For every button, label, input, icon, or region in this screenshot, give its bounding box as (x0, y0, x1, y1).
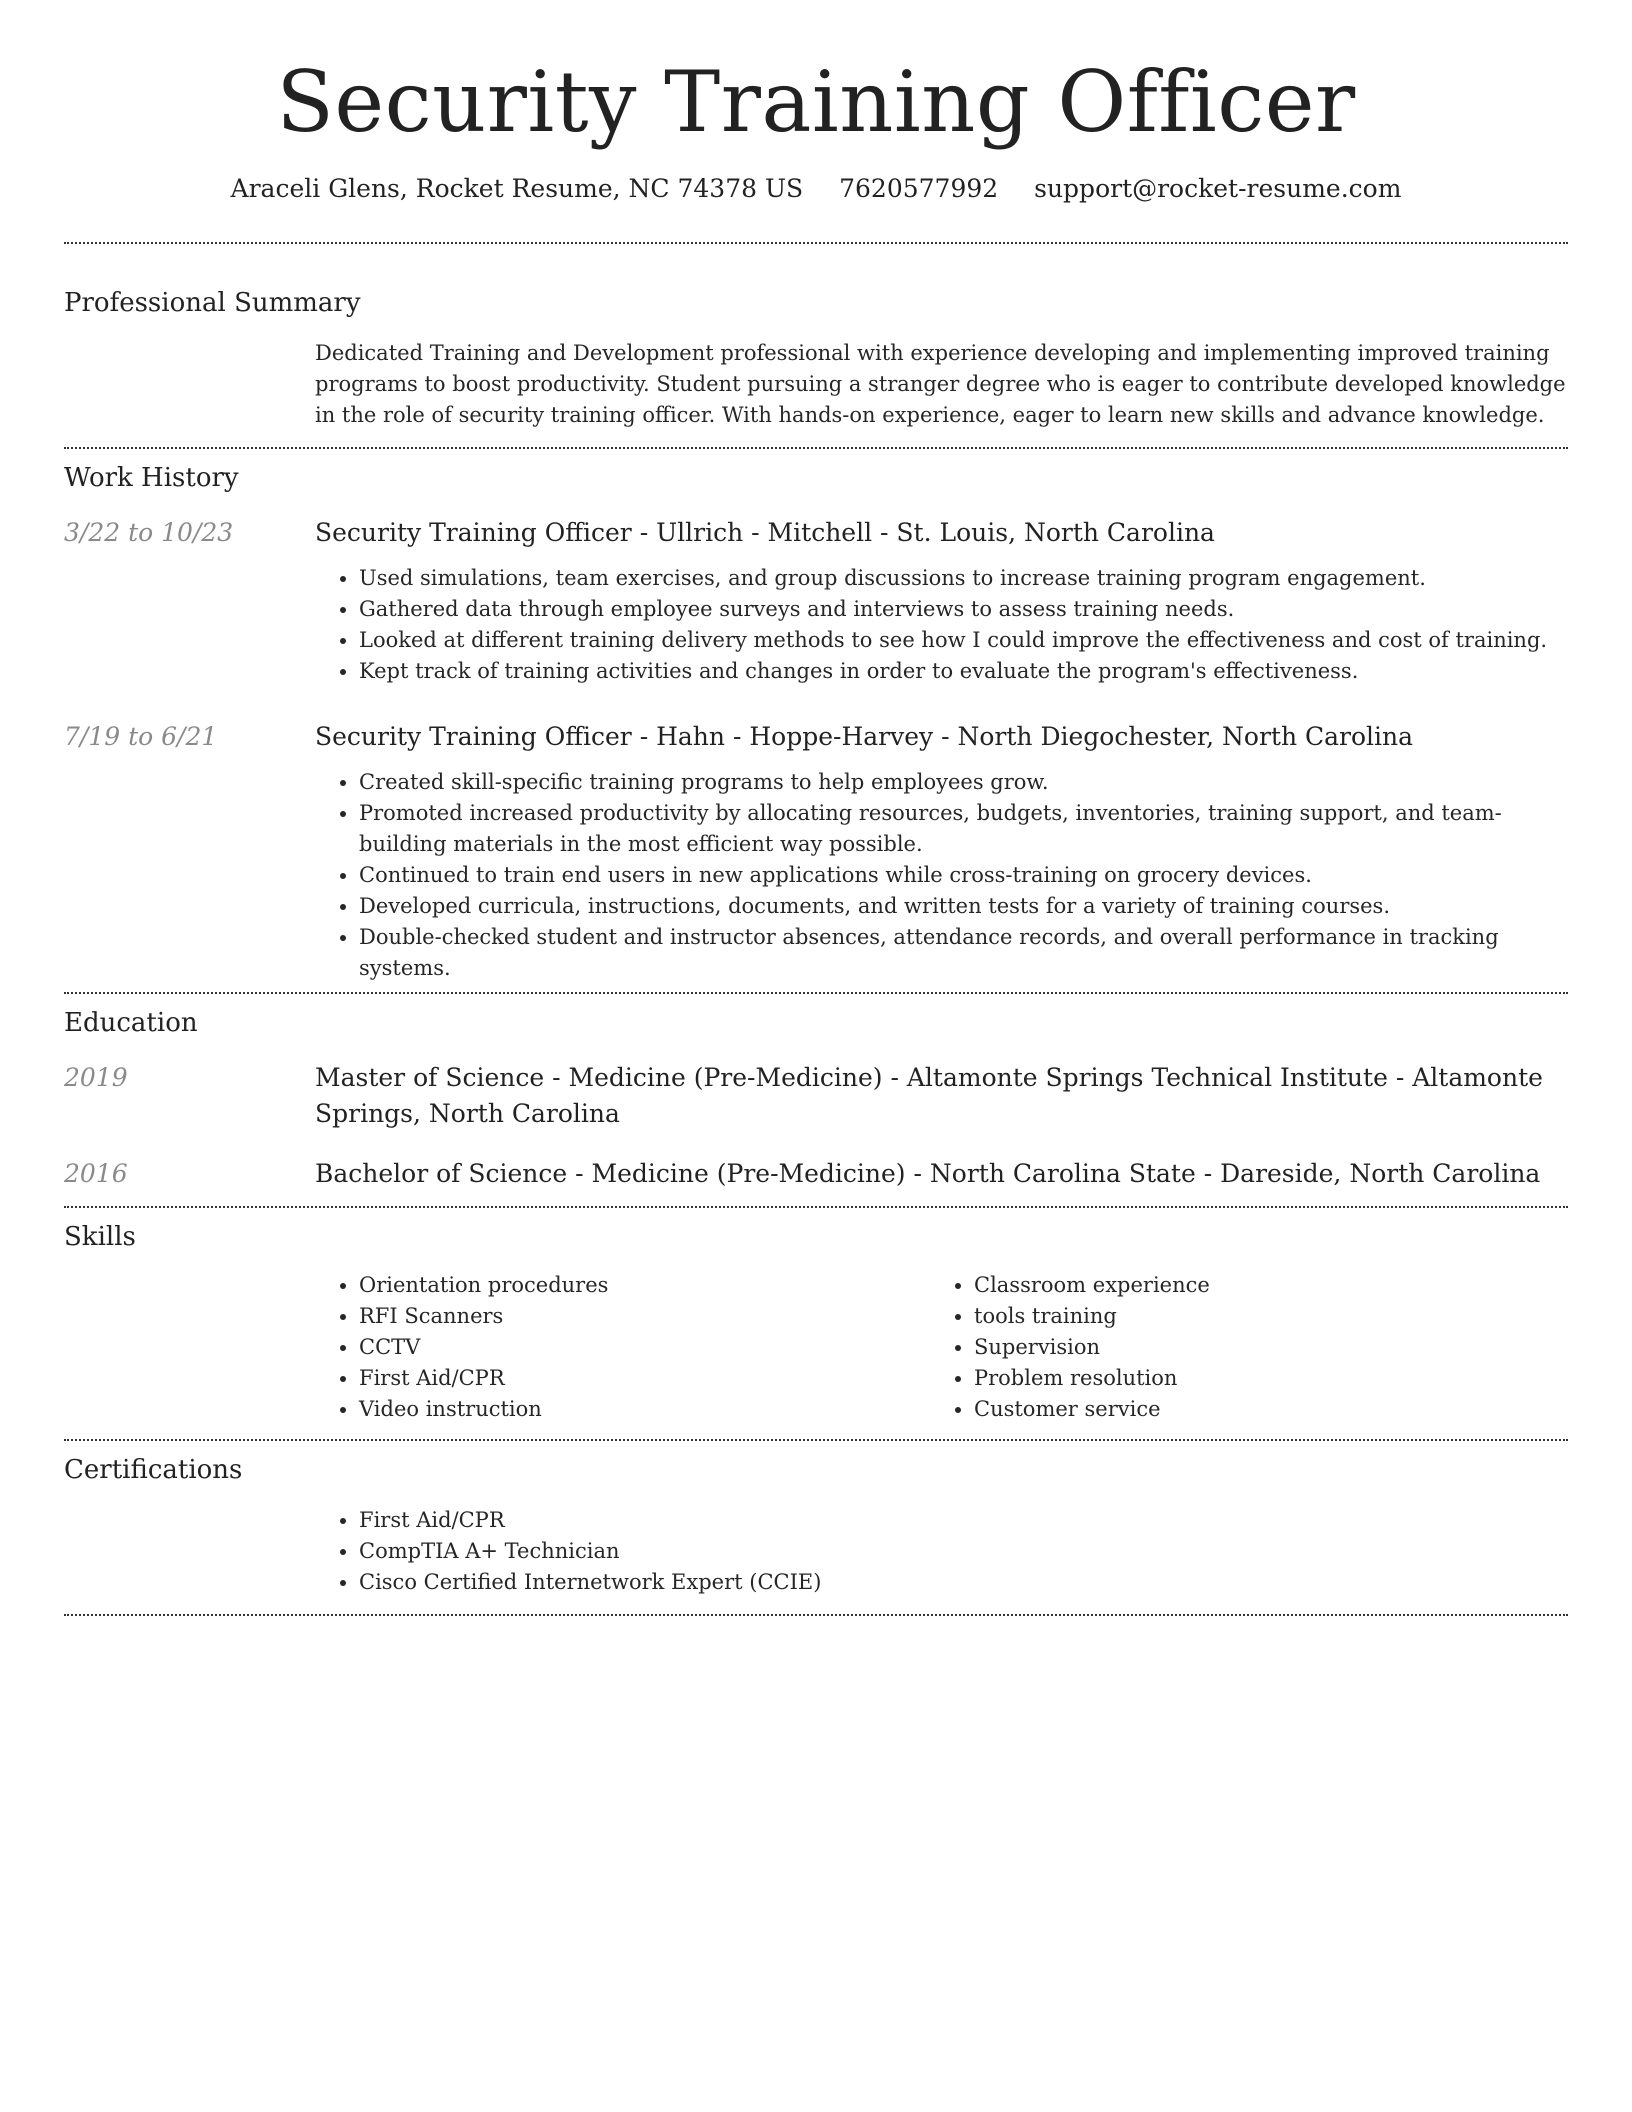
divider (64, 1206, 1568, 1208)
certification-item: • First Aid/CPR (359, 1505, 1568, 1536)
certification-item: • CompTIA A+ Technician (359, 1536, 1568, 1567)
skill-item: • RFI Scanners (359, 1301, 930, 1332)
job-dates: 3/22 to 10/23 (64, 518, 234, 547)
list-item: • Continued to train end users in new applications while cross-training on grocery devices. (359, 860, 1568, 891)
contact-email: support@rocket-resume.com (1034, 174, 1402, 203)
list-item: • Gathered data through employee surveys and interviews to assess training needs. (359, 594, 1568, 625)
job-entry (64, 515, 1568, 687)
skills-list (315, 1270, 1568, 1425)
list-item: • Looked at different training delivery methods to see how I could improve the effectiveness and cost of training. (359, 625, 1568, 656)
job-entry (64, 719, 1568, 984)
skill-item: • tools training (974, 1301, 1545, 1332)
skills-column-right (930, 1270, 1545, 1425)
job-dates: 7/19 to 6/21 (64, 722, 218, 751)
skill-item: • Customer service (974, 1394, 1545, 1425)
certification-item: • Cisco Certified Internetwork Expert (CCIE) (359, 1567, 1568, 1598)
education-title: Master of Science - Medicine (Pre-Medicine) - Altamonte Springs Technical Institute - Altamonte Springs, North Carolina (315, 1063, 1543, 1128)
education-entry (64, 1060, 1568, 1132)
skill-item: • Orientation procedures (359, 1270, 930, 1301)
list-item: • Used simulations, team exercises, and group discussions to increase training program engagement. (359, 563, 1568, 594)
education-title: Bachelor of Science - Medicine (Pre-Medicine) - North Carolina State - Dareside, North Carolina (315, 1159, 1541, 1188)
resume-page (64, 0, 1568, 1616)
skill-item: • Classroom experience (974, 1270, 1545, 1301)
skill-item: • Supervision (974, 1332, 1545, 1363)
certifications-list (315, 1505, 1568, 1598)
contact-phone: 7620577992 (839, 174, 999, 203)
contact-address: Araceli Glens, Rocket Resume, NC 74378 US (230, 174, 804, 203)
list-item: • Double-checked student and instructor absences, attendance records, and overall performance in tracking systems. (359, 922, 1568, 984)
list-item: • Promoted increased productivity by allocating resources, budgets, inventories, training support, and team-building materials in the most efficient way possible. (359, 798, 1568, 860)
list-item: • Created skill-specific training programs to help employees grow. (359, 767, 1568, 798)
divider (64, 992, 1568, 994)
section-title-skills: Skills (64, 1222, 136, 1252)
skills-column-left (315, 1270, 930, 1425)
education-entry (64, 1156, 1568, 1192)
section-title-work-history: Work History (64, 463, 239, 493)
education-year: 2016 (64, 1159, 128, 1188)
contact-line (64, 172, 1568, 206)
divider (64, 1614, 1568, 1616)
list-item: • Kept track of training activities and changes in order to evaluate the program's effectiveness. (359, 656, 1568, 687)
divider (64, 242, 1568, 244)
list-item: • Developed curricula, instructions, documents, and written tests for a variety of training courses. (359, 891, 1568, 922)
section-title-summary: Professional Summary (64, 288, 361, 318)
section-title-education: Education (64, 1008, 198, 1038)
education-year: 2019 (64, 1063, 128, 1092)
job-bullets (315, 767, 1568, 984)
divider (64, 1439, 1568, 1441)
skill-item: • Problem resolution (974, 1363, 1545, 1394)
job-title: Security Training Officer - Ullrich - Mitchell - St. Louis, North Carolina (315, 518, 1215, 547)
divider (64, 447, 1568, 449)
skill-item: • First Aid/CPR (359, 1363, 930, 1394)
skill-item: • CCTV (359, 1332, 930, 1363)
resume-name: Security Training Officer (276, 53, 1356, 151)
section-title-certifications: Certifications (64, 1455, 243, 1485)
job-title: Security Training Officer - Hahn - Hoppe-Harvey - North Diegochester, North Carolina (315, 722, 1414, 751)
summary-text: Dedicated Training and Development professional with experience developing and implementing improved training programs to boost productivity. Student pursuing a stranger degree who is eager to contribute developed knowledge in the role of security training officer. With hands-on experience, eager to learn new skills and advance knowledge. (315, 341, 1566, 427)
skill-item: • Video instruction (359, 1394, 930, 1425)
job-bullets (315, 563, 1568, 687)
